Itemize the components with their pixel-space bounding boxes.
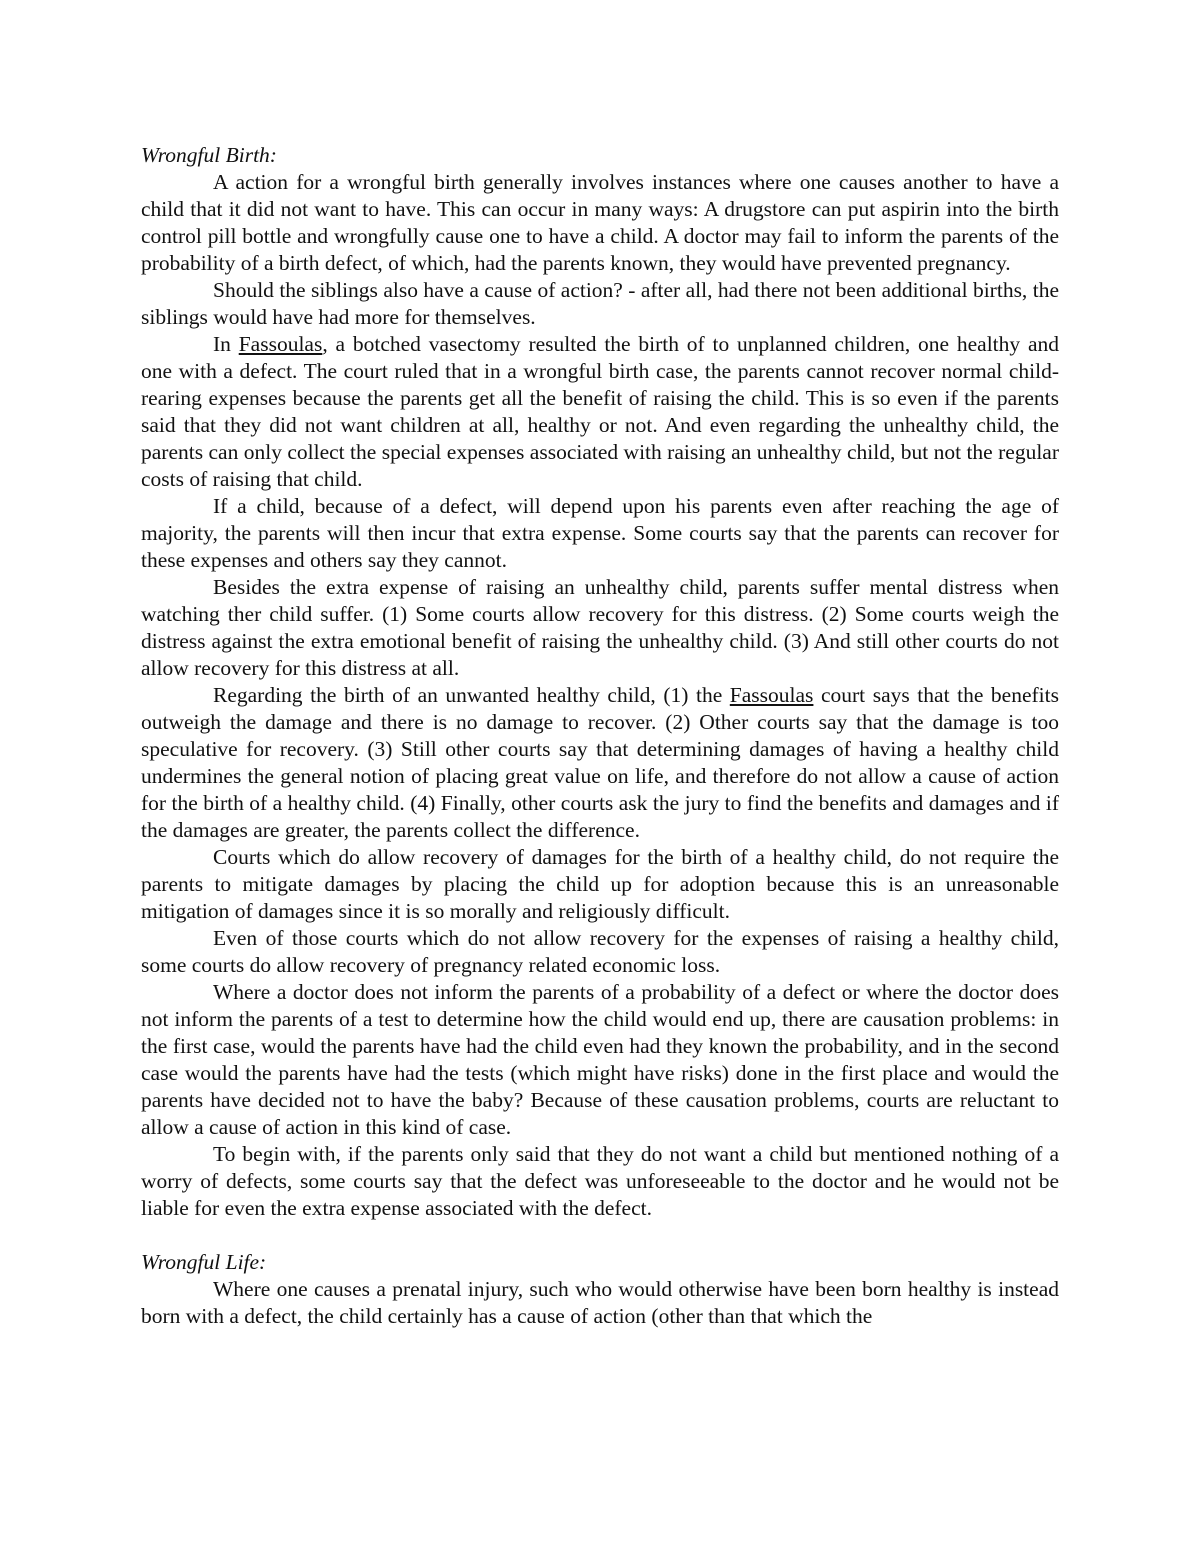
paragraph-text: Even of those courts which do not allow recovery for the expenses of raising a healthy child, some courts do allow recovery of pregnancy related economic loss. bbox=[141, 926, 1059, 977]
paragraph-text: Where a doctor does not inform the parents of a probability of a defect or where the doctor does not inform the parents of a test to determine how the child would end up, there are causation problems: in the first case, would the parents have had the child even had they known the probability, and in the second case would the parents have had the tests (which might have risks) done in the first place and would the parents have decided not to have the baby? Because of these causation problems, courts are reluctant to allow a cause of action in this kind of case. bbox=[141, 980, 1059, 1139]
section-heading-wrongful-life: Wrongful Life: bbox=[141, 1250, 267, 1274]
case-name-underlined: Fassoulas bbox=[238, 332, 323, 356]
paragraph bbox=[141, 574, 1059, 682]
paragraph bbox=[141, 493, 1059, 574]
paragraph-text: Regarding the birth of an unwanted healthy child, (1) the bbox=[213, 683, 730, 707]
paragraph bbox=[141, 331, 1059, 493]
document-body bbox=[141, 142, 1059, 1330]
paragraph bbox=[141, 1276, 1059, 1330]
paragraph bbox=[141, 925, 1059, 979]
case-name-underlined: Fassoulas bbox=[729, 683, 814, 707]
paragraph bbox=[141, 682, 1059, 844]
section-spacer bbox=[141, 1222, 1059, 1249]
section-heading-wrongful-birth: Wrongful Birth: bbox=[141, 143, 277, 167]
paragraph bbox=[141, 1141, 1059, 1222]
paragraph bbox=[141, 979, 1059, 1141]
paragraph-text: To begin with, if the parents only said that they do not want a child but mentioned nothing of a worry of defects, some courts say that the defect was unforeseeable to the doctor and he would not be liable for even the extra expense associated with the defect. bbox=[141, 1142, 1059, 1220]
paragraph bbox=[141, 844, 1059, 925]
paragraph bbox=[141, 169, 1059, 277]
paragraph-text: If a child, because of a defect, will depend upon his parents even after reaching the age of majority, the parents will then incur that extra expense. Some courts say that the parents can recover for these expenses and others say they cannot. bbox=[141, 494, 1059, 572]
paragraph-text: , a botched vasectomy resulted the birth of to unplanned children, one healthy and one with a defect. The court ruled that in a wrongful birth case, the parents cannot recover normal child-rearing expenses because the parents get all the benefit of raising the child. This is so even if the parents said that they did not want children at all, healthy or not. And even regarding the unhealthy child, the parents can only collect the special expenses associated with raising an unhealthy child, but not the regular costs of raising that child. bbox=[141, 332, 1059, 491]
paragraph bbox=[141, 277, 1059, 331]
paragraph-text: Besides the extra expense of raising an unhealthy child, parents suffer mental distress when watching ther child suffer. (1) Some courts allow recovery for this distress. (2) Some courts weigh the distress against the extra emotional benefit of raising the unhealthy child. (3) And still other courts do not allow recovery for this distress at all. bbox=[141, 575, 1059, 680]
paragraph-text: In bbox=[213, 332, 239, 356]
paragraph-text: Where one causes a prenatal injury, such who would otherwise have been born healthy is instead born with a defect, the child certainly has a cause of action (other than that which the bbox=[141, 1277, 1059, 1328]
paragraph-text: Courts which do allow recovery of damages for the birth of a healthy child, do not require the parents to mitigate damages by placing the child up for adoption because this is an unreasonable mitigation of damages since it is so morally and religiously difficult. bbox=[141, 845, 1059, 923]
paragraph-text: court says that the benefits outweigh the damage and there is no damage to recover. (2) Other courts say that the damage is too speculative for recovery. (3) Still other courts say that determining damages of having a healthy child undermines the general notion of placing great value on life, and therefore do not allow a cause of action for the birth of a healthy child. (4) Finally, other courts ask the jury to find the benefits and damages and if the damages are greater, the parents collect the difference. bbox=[141, 683, 1059, 842]
paragraph-text: A action for a wrongful birth generally involves instances where one causes another to have a child that it did not want to have. This can occur in many ways: A drugstore can put aspirin into the birth control pill bottle and wrongfully cause one to have a child. A doctor may fail to inform the parents of the probability of a birth defect, of which, had the parents known, they would have prevented pregnancy. bbox=[141, 170, 1059, 275]
paragraph-text: Should the siblings also have a cause of action? - after all, had there not been additional births, the siblings would have had more for themselves. bbox=[141, 278, 1059, 329]
